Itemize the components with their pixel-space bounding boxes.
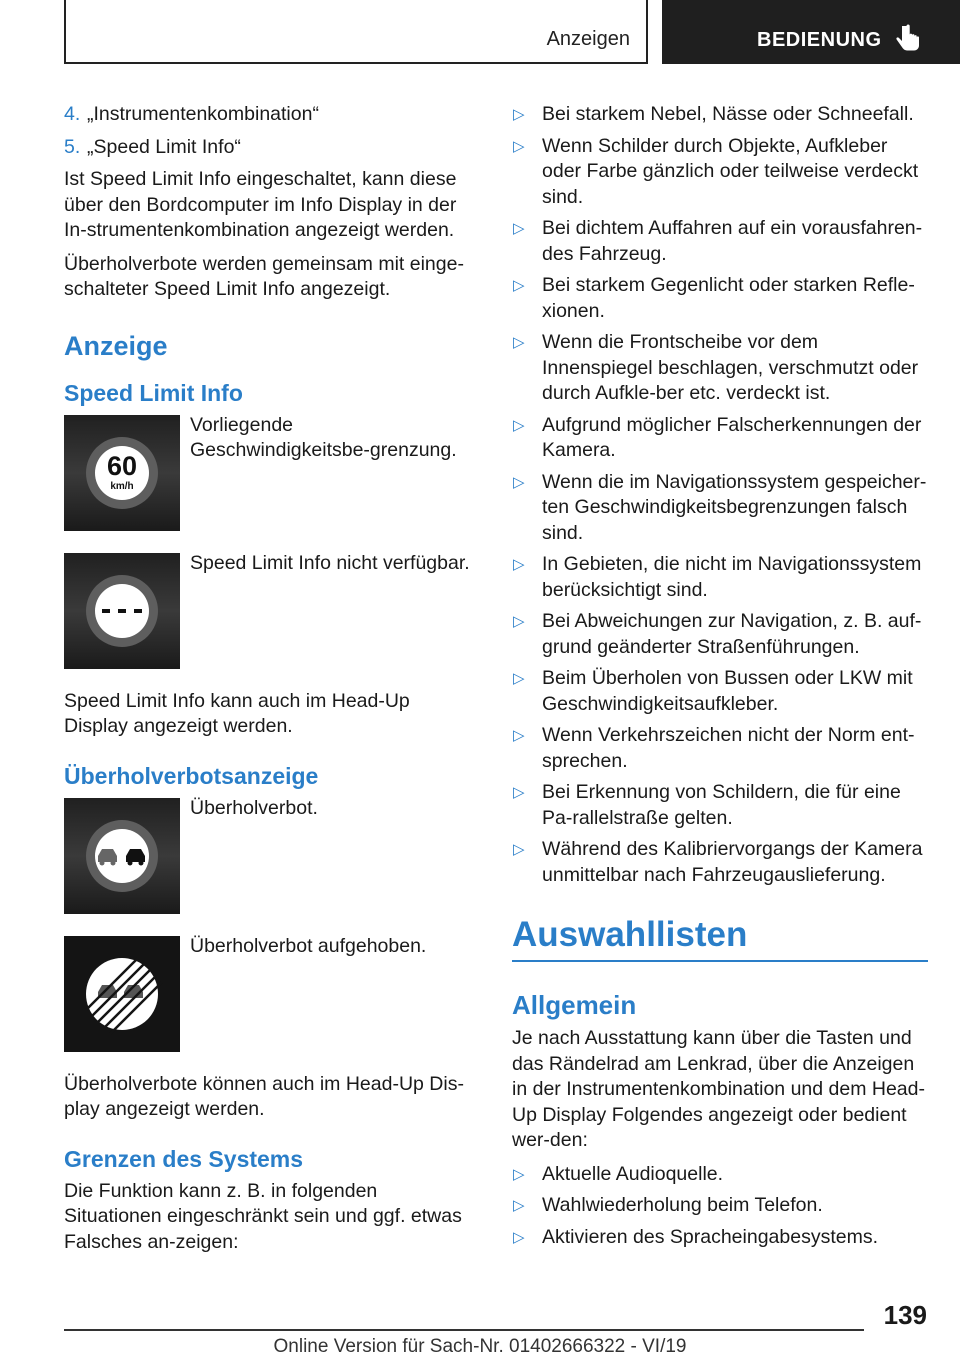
- triangle-bullet-icon: ▷: [513, 1228, 525, 1246]
- symbol-row-not-available: [64, 551, 478, 669]
- speed-limit-60-icon: [64, 415, 180, 531]
- triangle-bullet-icon: ▷: [513, 137, 525, 155]
- triangle-bullet-icon: ▷: [513, 220, 525, 237]
- pointing-hand-icon: [896, 24, 922, 54]
- list-item-text: Bei Erkennung von Schildern, die für eine Pa-rallelstraße gelten.: [542, 781, 901, 829]
- triangle-bullet-icon: ▷: [513, 613, 525, 630]
- list-item: [512, 666, 928, 717]
- list-item-text: In Gebieten, die nicht im Navigationssystem berücksichtigt sind.: [542, 553, 922, 601]
- footer-divider: [64, 1329, 864, 1331]
- heading-overtaking-display: Überholverbotsanzeige: [64, 762, 319, 789]
- numbered-item: [64, 102, 478, 128]
- right-column: [512, 102, 928, 1256]
- list-item-text: Aktivieren des Spracheingabesystems.: [542, 1225, 879, 1248]
- paragraph-general: Je nach Ausstattung kann über die Tasten und das Rändelrad am Lenkrad, über die Anzeigen in der Instrumentenkombination und dem Head-Up Display Folgendes angezeigt oder bedient wer-den:: [512, 1027, 925, 1151]
- symbol-row-no-overtaking: [64, 796, 478, 914]
- symbol-caption: Überholverbot aufgehoben.: [190, 934, 427, 957]
- list-item: [512, 273, 928, 324]
- heading-system-limits: Grenzen des Systems: [64, 1145, 304, 1172]
- list-item-text: Während des Kalibriervorgangs der Kamera unmittelbar nach Fahrzeugauslieferung.: [542, 838, 923, 886]
- item-text: „Speed Limit Info“: [87, 135, 241, 158]
- triangle-bullet-icon: ▷: [513, 727, 525, 744]
- paragraph-intro: Ist Speed Limit Info eingeschaltet, kann diese über den Bordcomputer im Info Display in der In-strumentenkombination angezeigt werden.: [64, 168, 457, 241]
- list-item-text: Beim Überholen von Bussen oder LKW mit Geschwindigkeitsaufkleber.: [542, 667, 913, 715]
- no-overtaking-icon: [64, 798, 180, 914]
- triangle-bullet-icon: ▷: [513, 277, 525, 294]
- heading-selection-lists: Auswahllisten: [512, 914, 928, 962]
- header-chapter-tab: [662, 0, 960, 64]
- list-item: [512, 134, 928, 211]
- triangle-bullet-icon: ▷: [513, 784, 525, 801]
- header-section-title: Anzeigen: [546, 28, 630, 50]
- symbol-row-end-no-overtaking: [64, 934, 478, 1052]
- triangle-bullet-icon: ▷: [513, 556, 525, 573]
- paragraph-hud-overtaking: Überholverbote können auch im Head-Up Dis-play angezeigt werden.: [64, 1072, 464, 1120]
- speed-unit: km/h: [110, 480, 134, 492]
- list-item: [512, 723, 928, 774]
- list-item-text: Wenn die im Navigationssystem gespeicher-ten Geschwindigkeitsbegrenzungen falsch sind.: [542, 470, 927, 544]
- triangle-bullet-icon: ▷: [513, 670, 525, 687]
- list-item: [512, 102, 928, 128]
- page-number: 139: [883, 1300, 927, 1330]
- list-item: [512, 609, 928, 660]
- list-item: [512, 216, 928, 267]
- triangle-bullet-icon: ▷: [513, 1165, 525, 1183]
- list-item-text: Wahlwiederholung beim Telefon.: [542, 1194, 823, 1216]
- list-item-text: Wenn Schilder durch Objekte, Aufkleber oder Farbe gänzlich oder teilweise verdeckt sind.: [542, 134, 919, 208]
- list-item-text: Wenn Verkehrszeichen nicht der Norm ent-sprechen.: [542, 724, 915, 772]
- symbol-caption: Vorliegende Geschwindigkeitsbe-grenzung.: [190, 413, 457, 461]
- left-column: [64, 102, 478, 1263]
- triangle-bullet-icon: ▷: [513, 1197, 525, 1214]
- footer-version-text: Online Version für Sach-Nr. 01402666322 - VI/19: [273, 1336, 687, 1357]
- triangle-bullet-icon: ▷: [513, 416, 525, 434]
- list-item-text: Bei Abweichungen zur Navigation, z. B. auf-grund geänderter Straßenführungen.: [542, 610, 922, 658]
- list-item-text: Bei starkem Gegenlicht oder starken Refle-xionen.: [542, 274, 915, 322]
- list-item: [512, 413, 928, 464]
- list-item: [512, 552, 928, 603]
- list-item: [512, 470, 928, 547]
- paragraph-system-limits: Die Funktion kann z. B. in folgenden Situationen eingeschränkt sein und ggf. etwas Falsches an-zeigen:: [64, 1179, 462, 1253]
- list-item: [512, 1225, 928, 1251]
- list-item-text: Bei starkem Nebel, Nässe oder Schneefall.: [542, 103, 914, 125]
- paragraph-hud-speed: Speed Limit Info kann auch im Head-Up Display angezeigt werden.: [64, 689, 410, 737]
- triangle-bullet-icon: ▷: [513, 334, 525, 351]
- speed-limit-unavailable-icon: [64, 553, 180, 669]
- list-item-text: Wenn die Frontscheibe vor dem Innenspiegel beschlagen, verschmutzt oder durch Aufkle-ber etc. verdeckt ist.: [542, 331, 919, 404]
- symbol-caption: Überholverbot.: [190, 796, 318, 819]
- paragraph-overtaking-info: Überholverbote werden gemeinsam mit einge-schalteter Speed Limit Info angezeigt.: [64, 252, 464, 300]
- heading-general: Allgemein: [512, 990, 637, 1020]
- list-item: [512, 837, 928, 888]
- list-item: [512, 780, 928, 831]
- item-number: 4.: [64, 103, 81, 125]
- numbered-item: [64, 135, 478, 161]
- end-no-overtaking-icon: [64, 936, 180, 1052]
- triangle-bullet-icon: ▷: [513, 106, 525, 123]
- triangle-bullet-icon: ▷: [513, 473, 525, 491]
- item-text: „Instrumentenkombination“: [87, 103, 319, 125]
- heading-anzeige: Anzeige: [64, 330, 168, 361]
- list-item-text: Aufgrund möglicher Falscherkennungen der Kamera.: [542, 413, 922, 461]
- list-item-text: Bei dichtem Auffahren auf ein vorausfahren-des Fahrzeug.: [542, 217, 923, 265]
- speed-value: 60: [106, 450, 138, 481]
- heading-speed-limit-info: Speed Limit Info: [64, 379, 243, 406]
- symbol-caption: Speed Limit Info nicht verfügbar.: [190, 551, 470, 574]
- item-number: 5.: [64, 135, 81, 158]
- header-chapter-label: BEDIENUNG: [757, 29, 882, 51]
- list-item: [512, 1193, 928, 1219]
- symbol-row-speed-limit: [64, 413, 478, 531]
- list-item: [512, 1162, 928, 1188]
- list-item-text: Aktuelle Audioquelle.: [542, 1162, 724, 1185]
- triangle-bullet-icon: ▷: [513, 841, 525, 858]
- list-item: [512, 330, 928, 407]
